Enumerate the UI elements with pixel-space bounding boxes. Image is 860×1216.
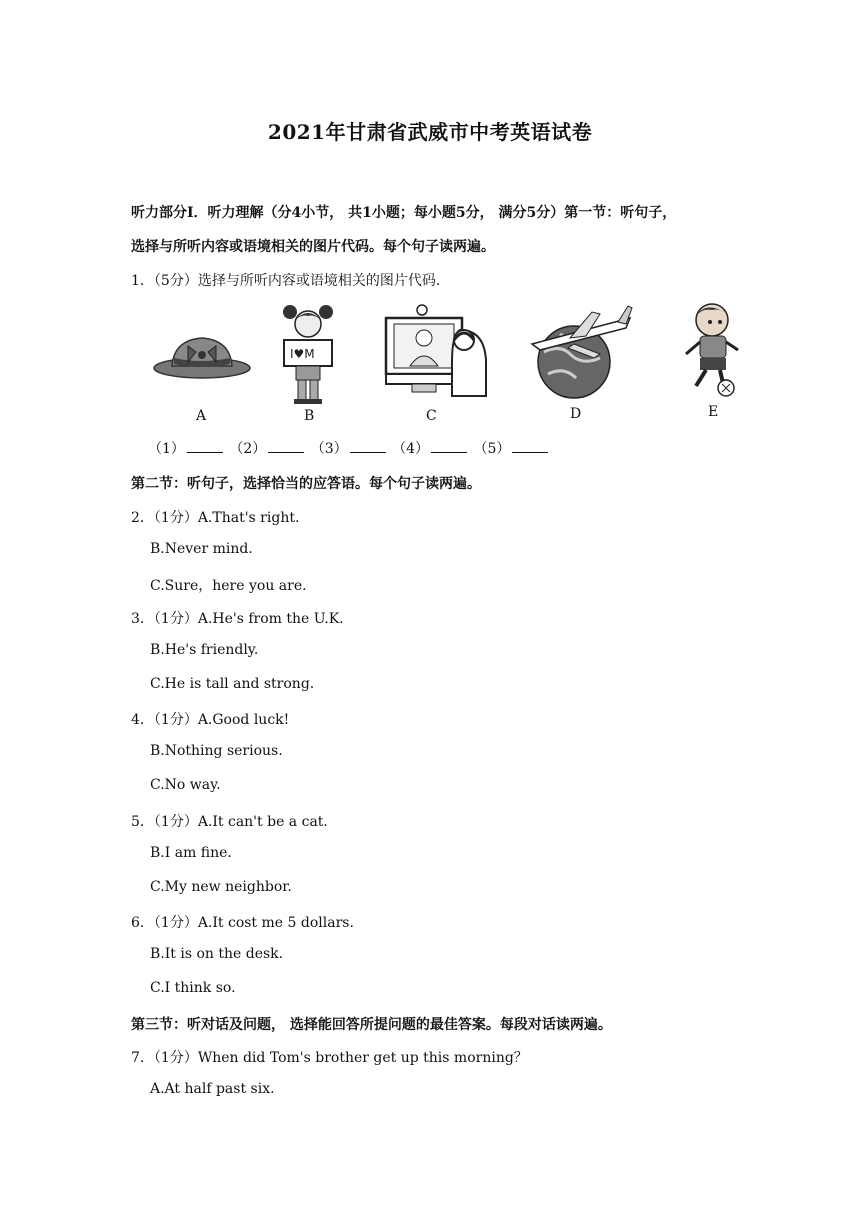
question-5-stem: 5．（1分）A.It can't be a cat. bbox=[131, 814, 328, 830]
boy-soccer-icon bbox=[676, 300, 740, 404]
question-4-option-c: C.No way. bbox=[150, 777, 221, 793]
question-2-option-c: C.Sure，here you are. bbox=[150, 578, 307, 594]
question-1-stem: 1．（5分）选择与所听内容或语境相关的图片代码. bbox=[131, 273, 441, 289]
section1-header-line1: 听力部分Ⅰ．听力理解（分4小节， 共1小题；每小题5分， 满分5分）第一节：听句子， bbox=[131, 205, 677, 221]
question-6-stem: 6．（1分）A.It cost me 5 dollars. bbox=[131, 915, 354, 931]
question-3-stem: 3．（1分）A.He's from the U.K. bbox=[131, 611, 344, 627]
answer-blank-3[interactable] bbox=[350, 440, 386, 453]
answer-blank-1[interactable] bbox=[187, 440, 223, 453]
section1-header-line2: 选择与所听内容或语境相关的图片代码。每个句子读两遍。 bbox=[131, 239, 495, 255]
question-6-option-c: C.I think so. bbox=[150, 980, 236, 996]
airplane-globe-icon bbox=[530, 300, 634, 410]
svg-text:I♥M: I♥M bbox=[290, 347, 315, 361]
picture-label-d: D bbox=[570, 406, 582, 422]
question-2-option-b: B.Never mind. bbox=[150, 541, 253, 557]
picture-e bbox=[676, 300, 740, 420]
blank-label-2: （2） bbox=[229, 441, 267, 457]
answer-blank-2[interactable] bbox=[268, 440, 304, 453]
blank-label-5: （5） bbox=[473, 441, 511, 457]
question-6-option-b: B.It is on the desk. bbox=[150, 946, 284, 962]
blank-label-1: （1） bbox=[148, 441, 185, 457]
picture-c bbox=[382, 300, 492, 424]
picture-label-e: E bbox=[708, 404, 719, 420]
question-2-stem: 2．（1分）A.That's right. bbox=[131, 510, 300, 526]
picture-a bbox=[150, 300, 260, 424]
question-4-stem: 4．（1分）A.Good luck! bbox=[131, 712, 290, 728]
answer-blank-5[interactable] bbox=[512, 440, 548, 453]
picture-label-a: A bbox=[196, 408, 207, 424]
page-title: 2021年甘肃省武威市中考英语试卷 bbox=[267, 120, 593, 144]
hat-icon bbox=[150, 300, 260, 410]
blank-label-3: （3） bbox=[310, 441, 348, 457]
section2-header: 第二节：听句子，选择恰当的应答语。每个句子读两遍。 bbox=[131, 476, 481, 492]
question-5-option-c: C.My new neighbor. bbox=[150, 879, 292, 895]
question-7-option-a: A.At half past six. bbox=[150, 1081, 275, 1097]
question-5-option-b: B.I am fine. bbox=[150, 845, 232, 861]
video-chat-icon bbox=[382, 300, 492, 410]
blank-label-4: （4） bbox=[392, 441, 430, 457]
girl-with-sign-icon bbox=[270, 300, 350, 410]
question-4-option-b: B.Nothing serious. bbox=[150, 743, 283, 759]
picture-b bbox=[270, 300, 350, 424]
picture-d bbox=[530, 300, 634, 422]
picture-label-c: C bbox=[426, 408, 437, 424]
question-3-option-b: B.He's friendly. bbox=[150, 642, 259, 658]
picture-label-b: B bbox=[304, 408, 315, 424]
question-7-stem: 7．（1分）When did Tom's brother get up this morning？ bbox=[131, 1050, 528, 1066]
question-3-option-c: C.He is tall and strong. bbox=[150, 676, 315, 692]
answer-blanks bbox=[148, 438, 550, 458]
section3-header: 第三节：听对话及问题， 选择能回答所提问题的最佳答案。每段对话读两遍。 bbox=[131, 1017, 612, 1033]
answer-blank-4[interactable] bbox=[431, 440, 467, 453]
